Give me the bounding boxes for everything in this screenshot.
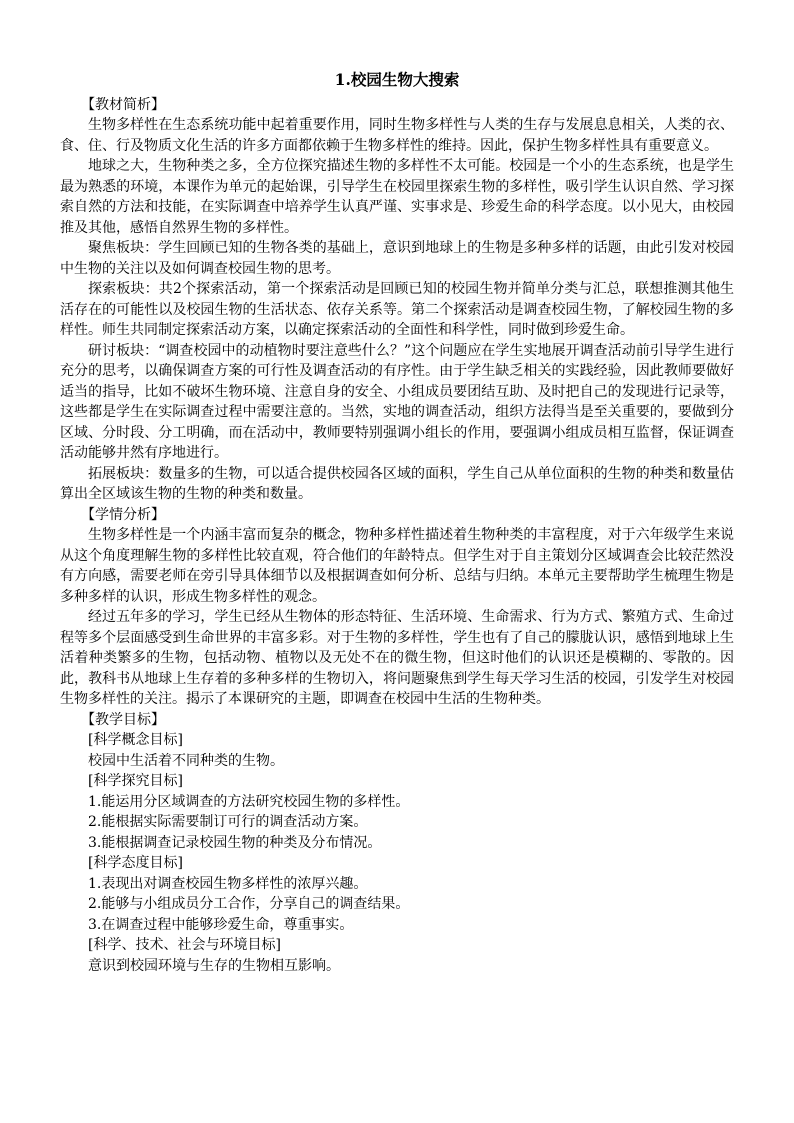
goal-item: 3.在调查过程中能够珍爱生命，尊重事实。 [88,916,354,933]
paragraph: 探索板块：共2个探索活动，第一个探索活动是回顾已知的校园生物并简单分类与汇总，联想推测其他生活存在的可能性以及校园生物的生活状态、依存关系等。第二个探索活动是调查校园生物，了解校园生物的多样性。师生共同制定探索活动方案，以确定探索活动的全面性和科学性，同时做到珍爱生命。 [60,281,734,338]
section-header-textbook-analysis: 【教材简析】 [81,96,165,113]
paragraph: 生物多样性在生态系统功能中起着重要作用，同时生物多样性与人类的生存与发展息息相关，人类的衣、食、住、行及物质文化生活的许多方面都依赖于生物多样性的维持。因此，保护生物多样性具有重要意义。 [60,117,734,154]
subheader-concept-goal: [科学概念目标] [88,732,183,748]
goal-item: 3.能根据调查记录校园生物的种类及分布情况。 [88,834,382,851]
section-header-learner-analysis: 【学情分析】 [81,506,165,523]
paragraph: 聚焦板块：学生回顾已知的生物各类的基础上，意识到地球上的生物是多种多样的话题，由此引发对校园中生物的关注以及如何调查校园生物的思考。 [60,240,734,277]
paragraph: 经过五年多的学习，学生已经从生物体的形态特征、生活环境、生命需求、行为方式、繁殖方式、生命过程等多个层面感受到生命世界的丰富多彩。对于生物的多样性，学生也有了自己的朦胧认识，感悟到地球上生活着种类繁多的生物，包括动物、植物以及无处不在的微生物，但这时他们的认识还是模糊的、零散的。因此，教科书从地球上生存着的多种多样的生物切入，将问题聚焦到学生每天学习生活的校园，引发学生对校园生物多样性的关注。揭示了本课研究的主题，即调查在校园中生活的生物种类。 [60,609,734,707]
paragraph: 地球之大，生物种类之多，全方位探究描述生物的多样性不太可能。校园是一个小的生态系统，也是学生最为熟悉的环境，本课作为单元的起始课，引导学生在校园里探索生物的多样性，吸引学生认识自然、学习探索自然的方法和技能，在实际调查中培养学生认真严谨、实事求是、珍爱生命的科学态度。以小见大，由校园推及其他，感悟自然界生物的多样性。 [60,158,734,236]
goal-item: 2.能根据实际需要制订可行的调查活动方案。 [88,814,368,830]
document-body [60,70,734,976]
goal-item: 1.能运用分区域调查的方法研究校园生物的多样性。 [88,793,410,810]
subheader-inquiry-goal: [科学探究目标] [88,773,183,789]
subheader-attitude-goal: [科学态度目标] [88,855,183,871]
paragraph: 生物多样性是一个内涵丰富而复杂的概念，物种多样性描述着生物种类的丰富程度，对于六年级学生来说从这个角度理解生物的多样性比较直观，符合他们的年龄特点。但学生对于自主策划分区域调查会比较茫然没有方向感，需要老师在旁引导具体细节以及根据调查如何分析、总结与归纳。本单元主要帮助学生梳理生物是多种多样的认识，形成生物多样性的观念。 [60,527,734,605]
section-header-teaching-goals: 【教学目标】 [81,711,165,728]
goal-item: 1.表现出对调查校园生物多样性的浓厚兴趣。 [88,875,368,892]
paragraph: 研讨板块：“调查校园中的动植物时要注意些什么？”这个问题应在学生实地展开调查活动前引导学生进行充分的思考，以确保调查方案的可行性及调查活动的有序性。由于学生缺乏相关的实践经验，因此教师要做好适当的指导，比如不破坏生物环境、注意自身的安全、小组成员要团结互助、及时把自己的发现进行记录等，这些都是学生在实际调查过程中需要注意的。当然，实地的调查活动，组织方法得当是至关重要的，要做到分区域、分时段、分工明确，而在活动中，教师要特别强调小组长的作用，要强调小组成员相互监督，保证调查活动能够井然有序地进行。 [60,342,734,461]
page-title: 1.校园生物大搜索 [334,70,460,89]
goal-text: 意识到校园环境与生存的生物相互影响。 [88,957,340,974]
subheader-stse-goal: [科学、技术、社会与环境目标] [88,937,281,953]
paragraph: 拓展板块：数量多的生物，可以适合提供校园各区域的面积，学生自己从单位面积的生物的种类和数量估算出全区域该生物的生物的种类和数量。 [60,465,734,502]
goal-text: 校园中生活着不同种类的生物。 [88,752,284,769]
goal-item: 2.能够与小组成员分工合作，分享自己的调查结果。 [88,896,410,912]
